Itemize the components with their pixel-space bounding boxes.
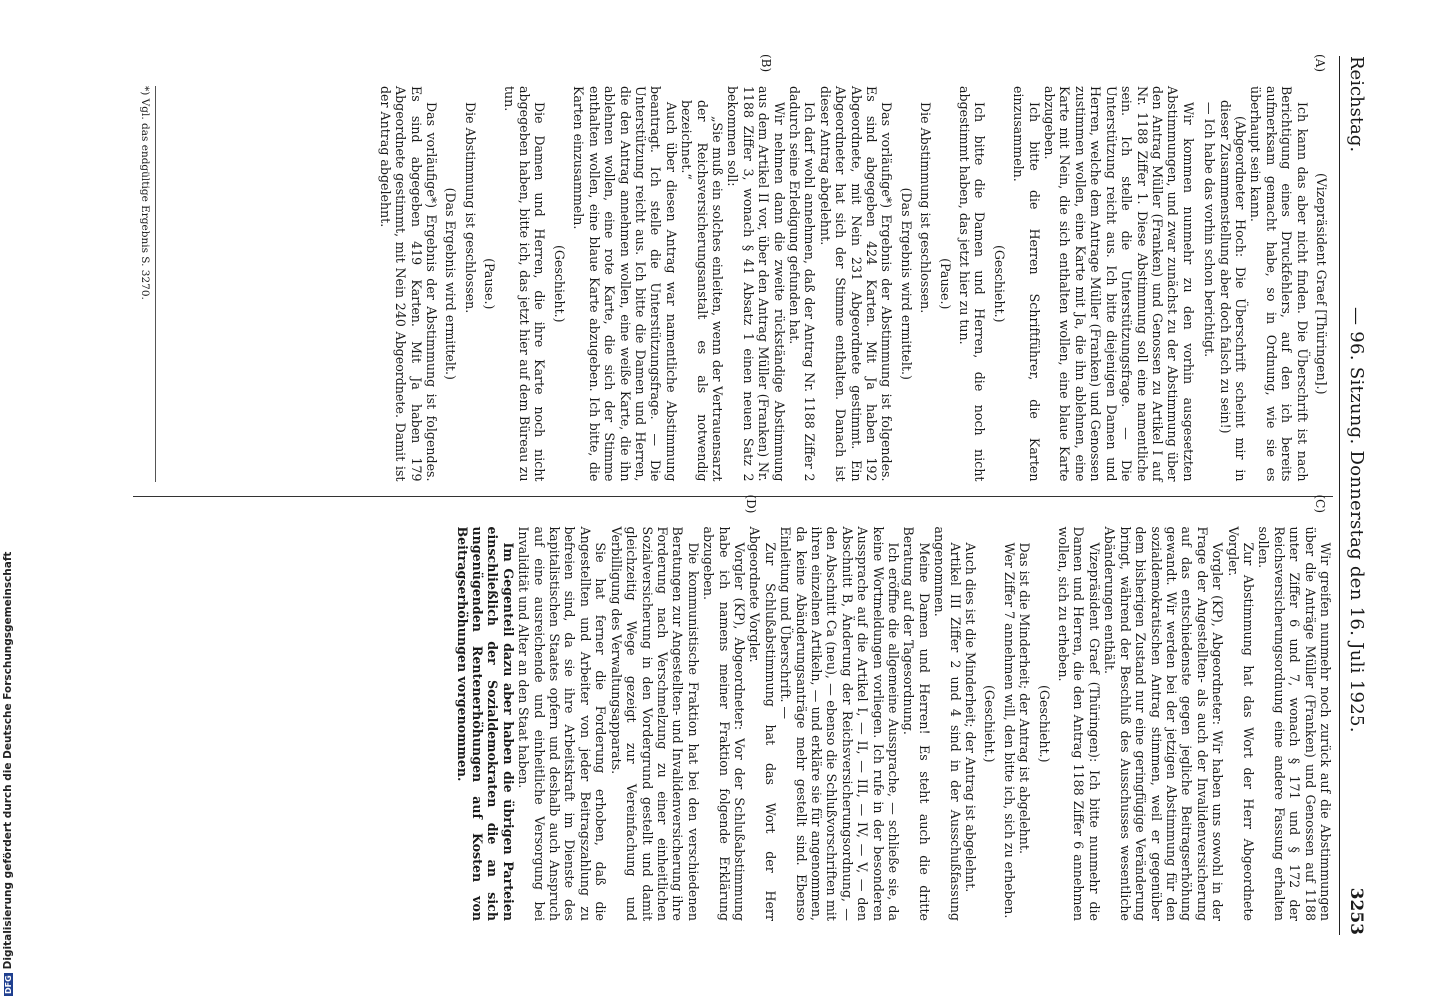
spacer (1196, 86, 1202, 482)
speech-graef: Vizepräsident Graef (Thüringen): Ich bitte nunmehr die Damen und Herren, die den Antrag 1188 Ziffer 6 annehmen wollen, sich zu erheben. (1056, 526, 1102, 921)
dfg-logo: DFG (4, 975, 13, 994)
paragraph: Die Abstimmung ist geschlossen. (462, 102, 478, 314)
stage-direction: (Das Ergebnis wird ermittelt.) (898, 187, 914, 380)
quotation: „Sie muß ein solches einleiten, wenn der Vertrauensarzt der Reichsversicherungsanstalt es als notwendig bezeichnet.“ (679, 100, 725, 482)
speech-vorgler: Vorgler (KP), Abgeordneter: Vor der Schlußabstimmung habe ich namens meiner Fraktion folgende Erklärung abzugeben. (701, 526, 747, 921)
paragraph: Zur Schlußabstimmung hat das Wort der Herr Abgeordnete Vorgler. (747, 526, 778, 921)
stage-direction: (Geschieht.) (991, 244, 1007, 323)
paragraph: Das vorläufige*) Ergebnis der Abstimmung ist folgendes. Es sind abgegeben 419 Karten. Mit Ja haben 179 Abgeordnete gestimmt, mit Nein 240 Abgeordnete. Damit ist der Antrag abgelehnt. (377, 86, 440, 482)
speech-vorgler: Vorgler (KP), Abgeordneter: Wir haben uns sowohl in der Frage der Angestellten- als auch der Invalidenversicherung auf das entschiedenste gegen jegliche Beitragserhöhung gewandt. Wir werden bei der jetzigen Abstimmung für den sozialdemokratischen Antrag stimmen, weil er gegenüber dem bisherigen Zustand nur eine geringfügige Veränderung bringt, während der Beschluß des Ausschusses wesentliche Abänderungen enthält. (1102, 526, 1226, 921)
paragraph: Die Abstimmung ist geschlossen. (918, 102, 934, 314)
header-left: Reichstag. (1346, 56, 1367, 153)
paragraph: Meine Damen und Herren! Es steht auch die dritte Beratung auf der Tagesordnung. (901, 526, 932, 921)
speaker-note: (Vizepräsident Graef [Thüringen].) (1314, 172, 1329, 395)
paragraph: Das ist die Minderheit; der Antrag ist abgelehnt. (1017, 542, 1033, 854)
paragraph: Im Gegenteil dazu aber haben die übrigen Parteien einschließlich der Sozialdemokraten die an sich ungenügenden Rentenerhöhungen auf Kosten von Beitragserhöhungen vorgenommen. (454, 526, 516, 921)
paragraph: Ich eröffne die allgemeine Aussprache, — schließe sie, da keine Wortmeldungen vorliegen. Ich rufe in der besonderen Aussprache auf die Artikel I, — II, — III, — IV, — V, — den Abschnitt B, Änderung der Reichsversicherungsordnung, — den Abschnitt Ca (neu), — ebenso die Schlußvorschriften mit ihren einzelnen Artikeln, — und erkläre sie für angenommen, da keine Abänderungsanträge mehr gestellt sind. Ebenso Einleitung und Überschrift. — (778, 526, 902, 921)
paragraph: Das vorläufige*) Ergebnis der Abstimmung ist folgendes. Es sind abgegeben 424 Karten. Mit Ja haben 192 Abgeordnete, mit Nein 231 Abgeordnete gestimmt. Ein Abgeordneter hat sich der Stimme enthalten. Danach ist dieser Antrag abgelehnt. (817, 86, 895, 482)
credit-text: Digitalisierung gefördert durch die Deutsche Forschungsgemeinschaft (2, 551, 14, 970)
paragraph: Ich darf wohl annehmen, daß der Antrag Nr. 1188 Ziffer 2 dadurch seine Erledigung gefunden hat. (787, 86, 818, 482)
margin-mark-c: (C) (1313, 494, 1327, 514)
paragraph: Sie hat ferner die Forderung erhoben, daß die Angestellten und Arbeiter von jeder Beitragszahlung zu befreien sind, da sie ihre Arbeitskraft im Dienste des kapitalistischen Staates opfern und deshalb auch Anspruch auf eine ausreichende und einheitliche Versorgung bei Invalidität und Alter an den Staat haben. (516, 526, 609, 921)
header-center: — 96. Sitzung. Donnerstag den 16. Juli 1925. (1346, 306, 1367, 733)
paragraph: — Ich habe das vorhin schon berichtigt. (1202, 102, 1218, 358)
stage-direction: (Das Ergebnis wird ermittelt.) (443, 187, 459, 380)
paragraph: Auch über diesen Antrag war namentliche Abstimmung beantragt. Ich stelle die Unterstützungsfrage. — Die Unterstützung reicht aus. Ich bitte die Damen und Herren, die den Antrag annehmen wollen, eine weiße Karte, die ihn ablehnen wollen, eine rote Karte, die sich der Stimme enthalten wollen, eine blaue Karte abzugeben. Ich bitte, die Karten einzusammeln. (571, 86, 679, 482)
paragraph: Artikel III Ziffer 2 und 4 sind in der Ausschußfassung angenommen. (932, 526, 963, 921)
paragraph: Wir greifen nunmehr noch zurück auf die Abstimmungen über die Anträge Müller (Franken) und Genossen auf 1188 unter Ziffer 6 und 7, wonach § 171 und § 172 der Reichsversicherungsordnung eine andere Fassung erhalten sollen. (1256, 526, 1333, 921)
stage-direction: (Geschieht.) (1036, 684, 1052, 763)
paragraph: Die Damen und Herren, die ihre Karte noch nicht abgegeben haben, bitte ich, das jetzt hier auf dem Büreau zu tun. (501, 86, 548, 482)
paragraph: Ich bitte die Damen und Herren, die noch nicht abgestimmt haben, das jetzt hier zu tun. (957, 86, 988, 482)
stage-direction: (Pause.) (482, 258, 498, 310)
two-column-body (133, 56, 1333, 935)
margin-mark-a: (A) (1313, 54, 1327, 73)
paragraph: Wir nehmen dann die zweite rückständige Abstimmung aus dem Artikel II vor, über den Antrag Müller (Franken) Nr. 1188 Ziffer 3, wonach § 41 Absatz 1 einen neuen Satz 2 bekommen soll: (725, 86, 787, 482)
page-header (1342, 56, 1380, 935)
paragraph: Ich kann das aber nicht finden. Die Überschrift ist nach Berichtigung eines Druckfehlers, auf den ich bereits aufmerksam gemacht habe, so in Ordnung, wie sie es überhaupt sein kann. (1248, 86, 1310, 482)
stage-direction: (Geschieht.) (551, 244, 567, 323)
stage-direction: (Geschieht.) (982, 684, 998, 763)
printed-page (115, 38, 1380, 953)
interjection: (Abgeordneter Hoch: Die Überschrift scheint mir in dieser Zusammenstellung aber doch falsch zu sein!) (1217, 100, 1248, 482)
header-rule (1339, 56, 1340, 935)
footnote: *) Vgl. das endgültige Ergebnis S. 3270. (137, 86, 156, 482)
paragraph: Ich bitte die Herren Schriftführer, die Karten einzusammeln. (1011, 86, 1042, 482)
paragraph: Wir kommen nunmehr zu den vorhin ausgesetzten Abstimmungen, und zwar zunächst zu der Abstimmung über den Antrag Müller (Franken) und Genossen zu Artikel I auf Nr. 1188 Ziffer 1. Diese Abstimmung soll eine namentliche sein. Ich stelle die Unterstützungsfrage. — Die Unterstützung reicht aus. Ich bitte diejenigen Damen und Herren, welche dem Antrage Müller (Franken) und Genossen zustimmen wollen, eine Karte mit Ja, die ihn ablehnen, eine Karte mit Nein, die sich enthalten wollen, eine blaue Karte abzugeben. (1042, 86, 1196, 482)
stage-direction: (Pause.) (937, 258, 953, 310)
paragraph: Auch dies ist die Minderheit; der Antrag ist abgelehnt. (963, 542, 979, 893)
right-column (133, 496, 1333, 936)
margin-mark-b: (B) (759, 54, 773, 73)
paragraph: Die kommunistische Fraktion hat bei den verschiedenen Beratungen zur Angestellten- und Invalidenversicherung ihre Forderung nach Verschmelzung zu einer einheitlichen Sozialversicherung in den Vordergrund gestellt und damit gleichzeitig Wege gezeigt zur Vereinfachung und Verbilligung des Verwaltungsapparats. (608, 526, 701, 921)
margin-mark-d: (D) (744, 494, 758, 514)
paragraph: Wer Ziffer 7 annehmen will, den bitte ich, sich zu erheben. (1001, 542, 1017, 919)
page-number: 3253 (1346, 887, 1366, 935)
left-column (133, 56, 1333, 496)
digitization-credit (2, 552, 14, 996)
paragraph: Zur Abstimmung hat das Wort der Herr Abgeordnete Vorgler. (1225, 526, 1256, 921)
